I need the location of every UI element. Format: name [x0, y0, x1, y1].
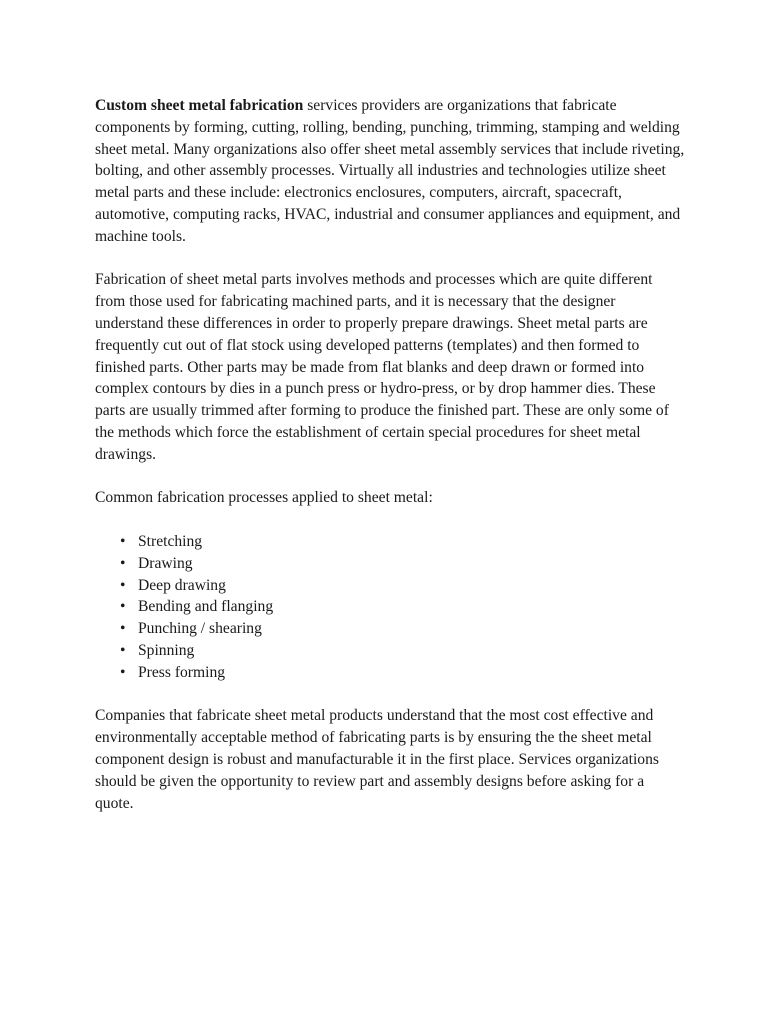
bullet-icon: • [120, 641, 126, 659]
list-item-label: Spinning [138, 641, 195, 659]
list-item [120, 662, 685, 684]
list-item [120, 640, 685, 662]
methods-paragraph: Fabrication of sheet metal parts involves methods and processes which are quite different from those used for fabricating machined parts, and it is necessary that the designer understand these differences in order to properly prepare drawings. Sheet metal parts are frequently cut out of flat stock using developed patterns (templates) and then formed to finished parts. Other parts may be made from flat blanks and deep drawn or formed into complex contours by dies in a punch press or hydro-press, or by drop hammer dies. These parts are usually trimmed after forming to produce the finished part. These are only some of the methods which force the establishment of certain special procedures for sheet metal drawings. [95, 271, 669, 463]
list-item-label: Bending and flanging [138, 598, 274, 616]
list-item-label: Deep drawing [138, 576, 226, 594]
document-page [95, 95, 685, 836]
list-item [120, 618, 685, 640]
closing-paragraph: Companies that fabricate sheet metal products understand that the most cost effective and environmentally acceptable method of fabricating parts is by ensuring the the sheet metal component design is robust and manufacturable it in the first place. Services organizations should be given the opportunity to review part and assembly designs before asking for a quote. [95, 707, 659, 812]
processes-heading: Common fabrication processes applied to sheet metal: [95, 489, 433, 507]
intro-bold-lead: Custom sheet metal fabrication [95, 97, 304, 114]
intro-text: services providers are organizations that fabricate components by forming, cutting, rolling, bending, punching, trimming, stamping and welding sheet metal. Many organizations also offer sheet metal assembly services that include riveting, bolting, and other assembly processes. Virtually all industries and technologies utilize sheet metal parts and these include: electronics enclosures, computers, aircraft, spacecraft, automotive, computing racks, HVAC, industrial and consumer appliances and equipment, and machine tools. [95, 97, 685, 245]
bullet-icon: • [120, 576, 126, 594]
list-item [120, 596, 685, 618]
bullet-icon: • [120, 663, 126, 681]
list-item-label: Stretching [138, 532, 203, 550]
bullet-icon: • [120, 620, 126, 638]
list-item-label: Punching / shearing [138, 620, 262, 638]
list-item-label: Drawing [138, 554, 193, 572]
list-item [120, 575, 685, 597]
bullet-icon: • [120, 554, 126, 572]
bullet-icon: • [120, 598, 126, 616]
bullet-icon: • [120, 532, 126, 550]
list-item [120, 531, 685, 553]
list-item [120, 553, 685, 575]
list-item-label: Press forming [138, 663, 226, 681]
intro-paragraph [95, 95, 685, 248]
process-list [95, 531, 685, 684]
